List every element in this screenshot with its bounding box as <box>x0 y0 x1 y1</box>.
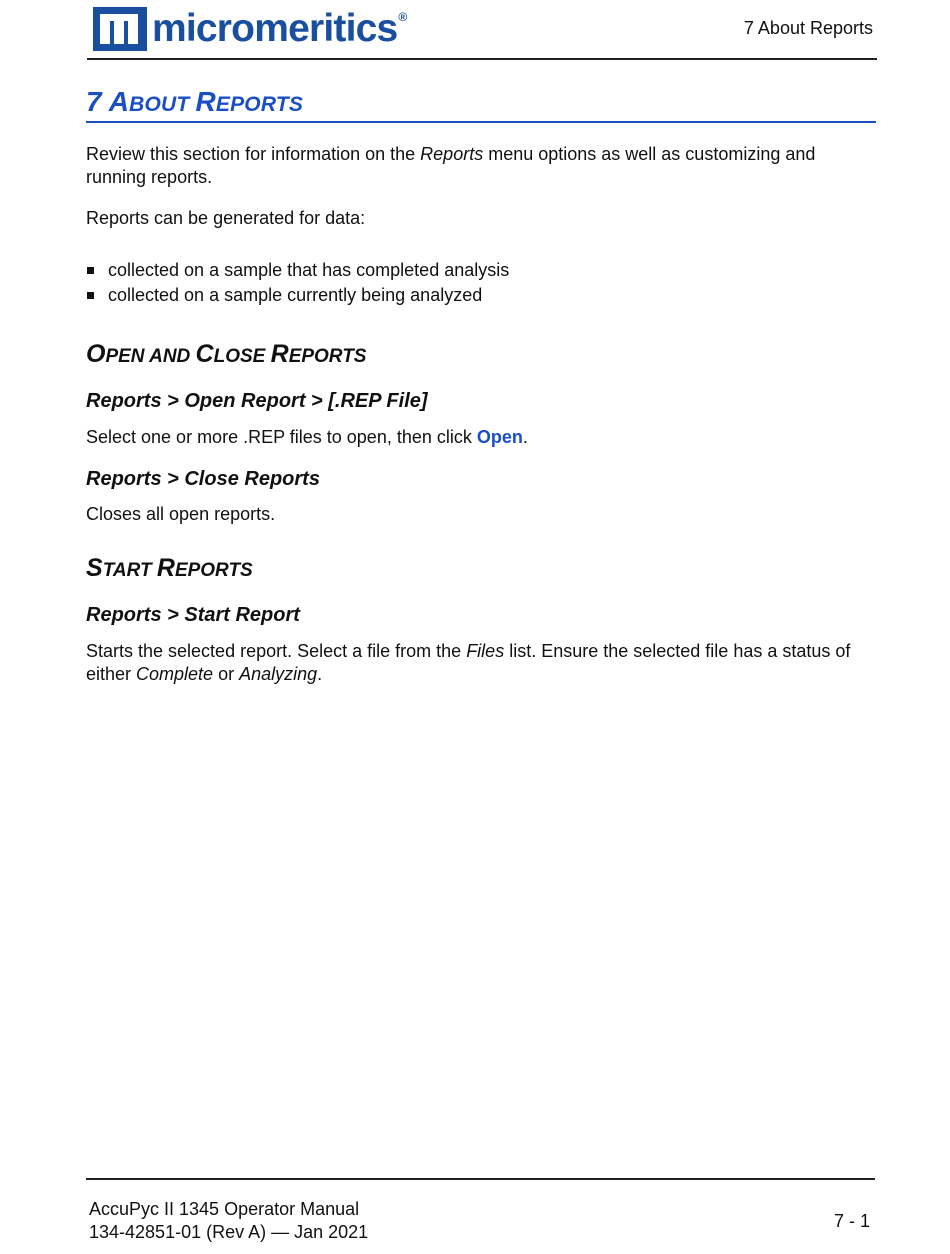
chapter-title: 7 ABOUT REPORTS <box>86 86 304 117</box>
subheading-open-report: Reports > Open Report > [.REP File] <box>86 390 428 412</box>
intro-paragraph: Review this section for information on the Reports menu options as well as customizing and running reports. <box>86 144 816 187</box>
subheading-close-reports: Reports > Close Reports <box>86 468 320 490</box>
close-reports-description: Closes all open reports. <box>86 504 276 524</box>
list-item: collected on a sample that has completed analysis <box>86 258 509 283</box>
footer-manual-info: AccuPyc II 1345 Operator Manual 134-42851-01 (Rev A) — Jan 2021 <box>89 1199 369 1242</box>
bullet-square-icon <box>87 292 94 299</box>
open-report-description: Select one or more .REP files to open, then click Open. <box>86 427 528 447</box>
page-number: 7 - 1 <box>833 1211 870 1231</box>
header-divider <box>87 58 877 60</box>
subheading-start-report: Reports > Start Report <box>86 604 300 626</box>
running-header: 7 About Reports <box>743 18 873 38</box>
bullet-square-icon <box>87 267 94 274</box>
open-button-reference: Open <box>476 427 523 447</box>
heading-open-close-reports: OPEN AND CLOSE REPORTS <box>86 340 367 368</box>
intro-data-sentence: Reports can be generated for data: <box>86 208 366 228</box>
list-item: collected on a sample currently being analyzed <box>86 283 509 308</box>
start-report-description: Starts the selected report. Select a file from the Files list. Ensure the selected file has a status of either Complete or Analyzing. <box>86 641 851 684</box>
logo-mark-icon <box>93 7 147 51</box>
footer-divider <box>86 1178 875 1180</box>
heading-start-reports: START REPORTS <box>86 554 253 582</box>
micromeritics-logo <box>93 6 406 52</box>
logo-wordmark: micromeritics® <box>152 7 407 50</box>
title-divider <box>86 121 876 123</box>
data-bullet-list <box>86 258 509 308</box>
